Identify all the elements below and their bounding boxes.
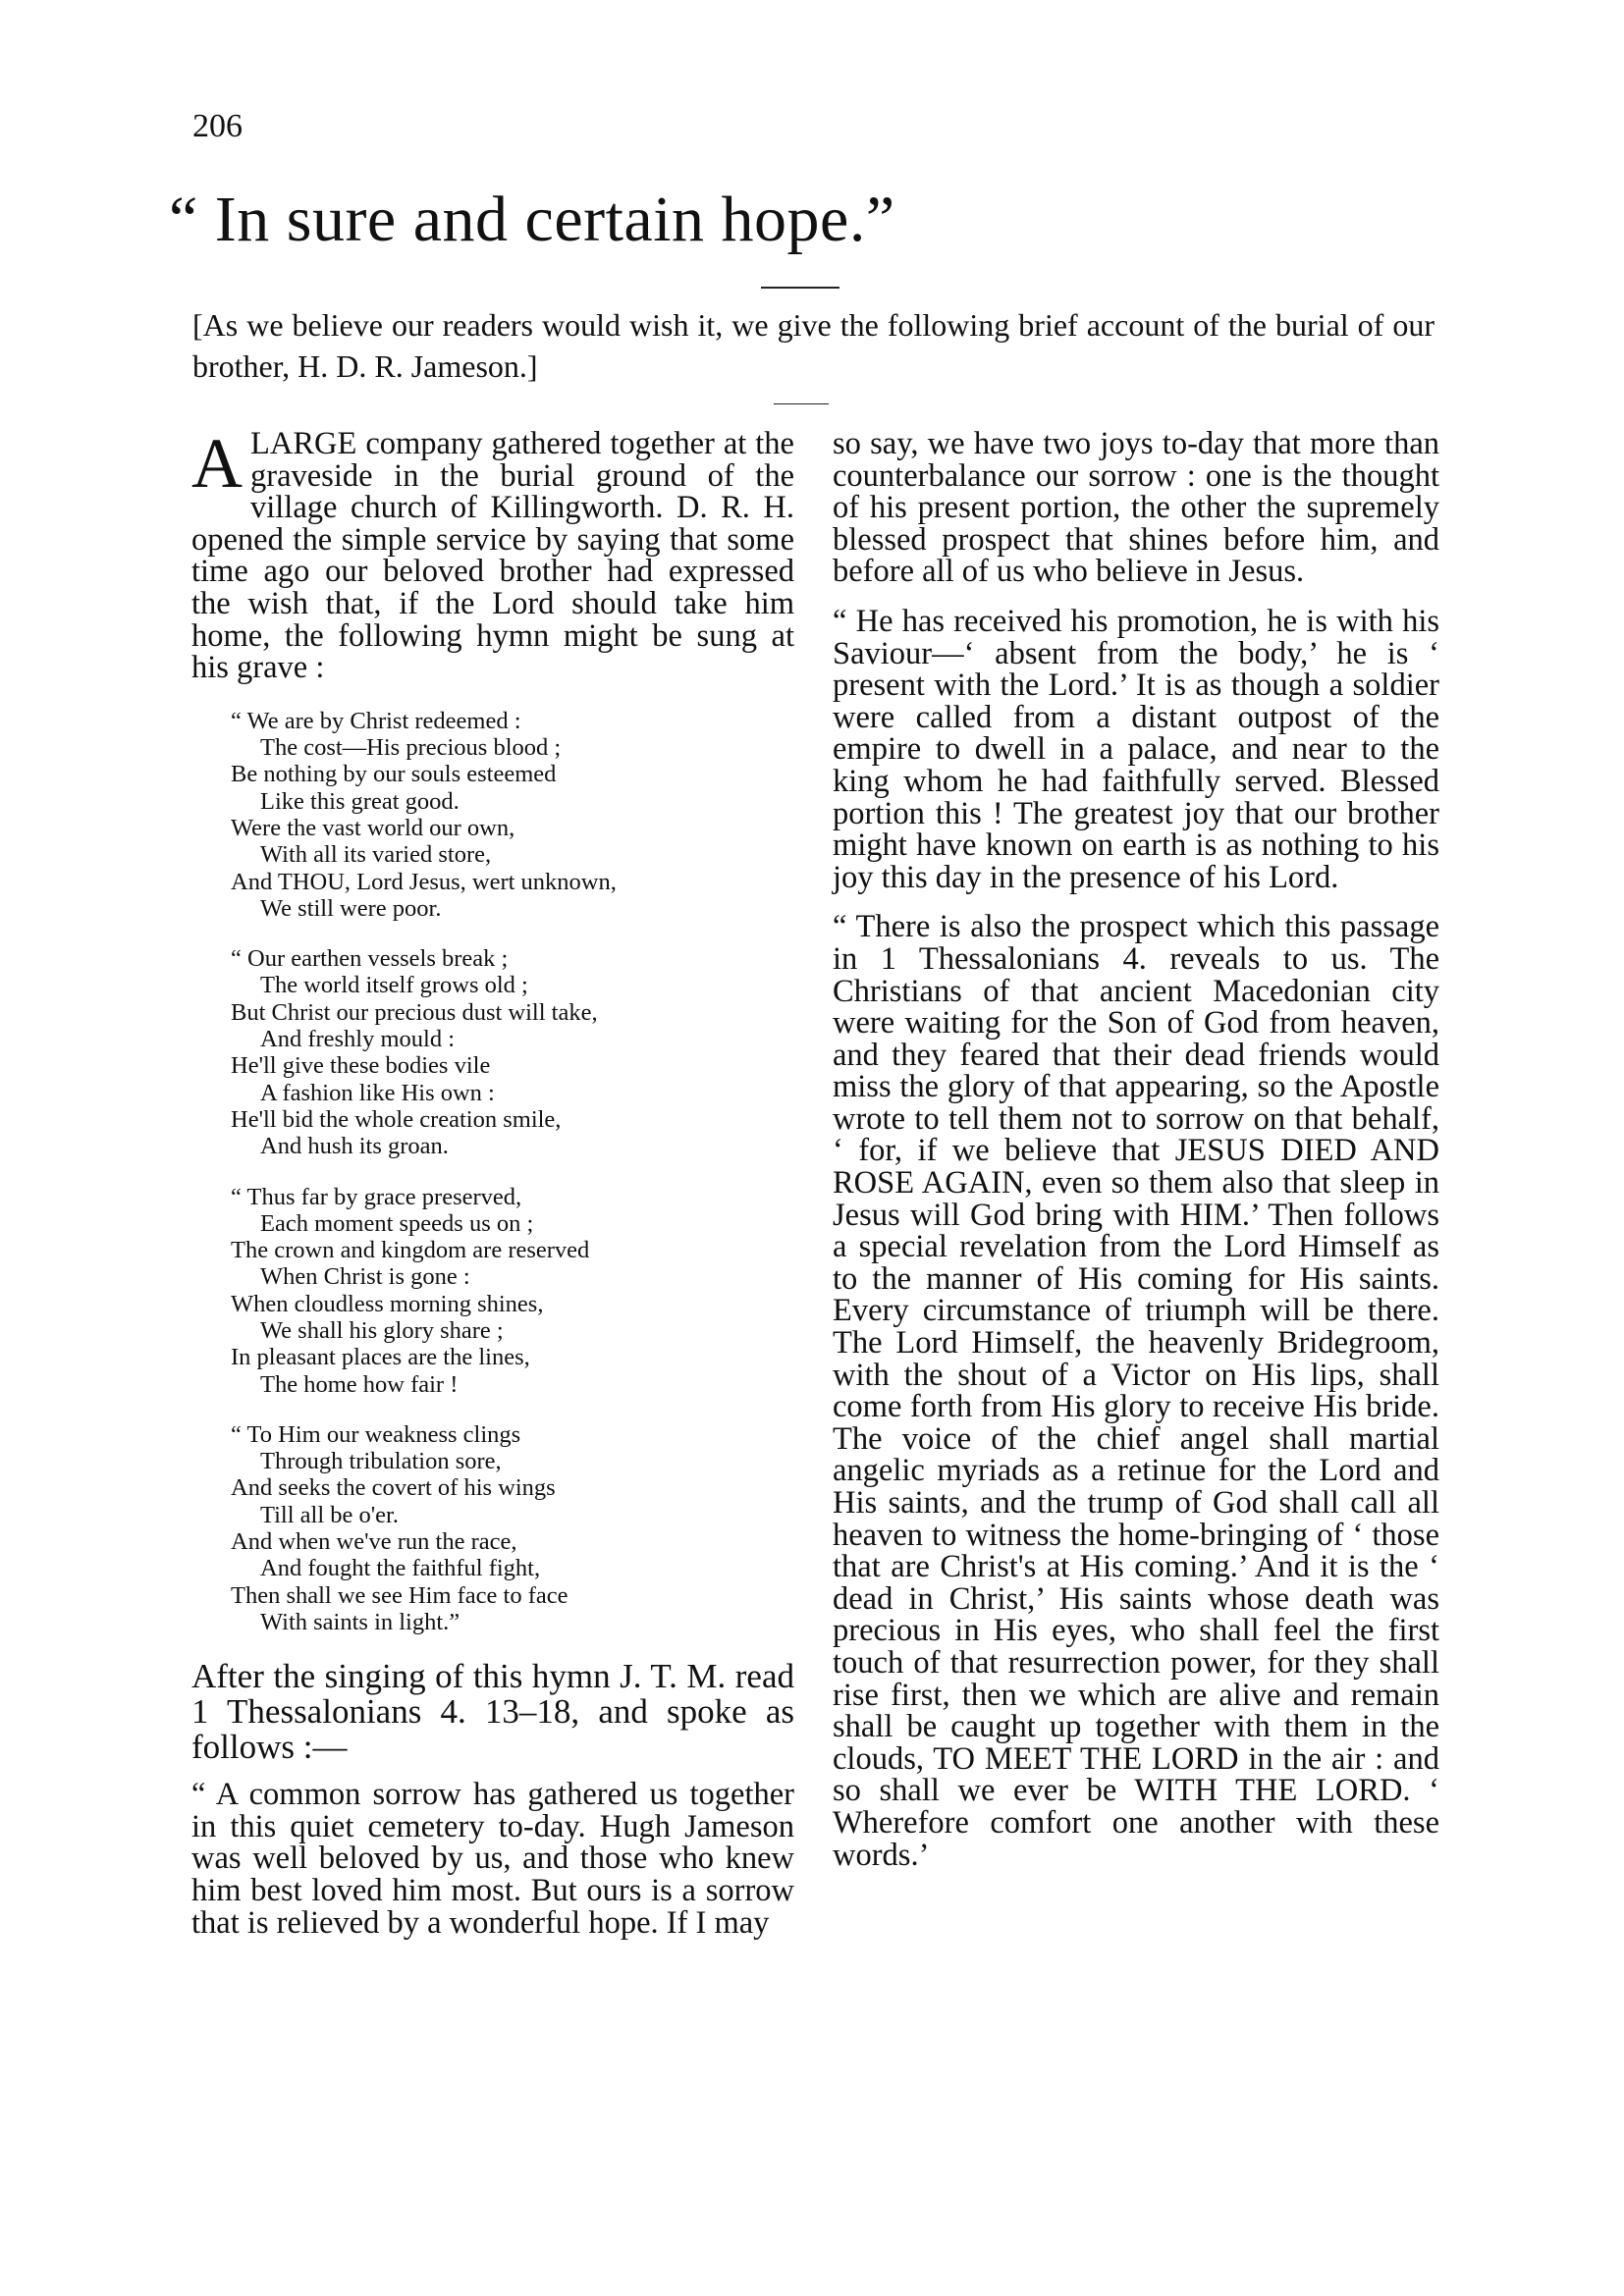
hymn-line: Like this great good.	[260, 787, 460, 815]
opening-text: LARGE company gathered together at the graveside in the burial ground of the village church of Killingworth. D. R. H. opened the simple service by saying that some time ago our beloved brother had expressed the wish that, if the Lord should take him home, the following hymn might be sung at his grave :	[191, 426, 794, 686]
hymn-line: A fashion like His own :	[260, 1079, 495, 1106]
hymn-line: And freshly mould :	[260, 1026, 456, 1053]
speech-paragraph: “ There is also the prospect which this passage in 1 Thessalonians 4. reveals to us. The Christians of that ancient Macedonian city were waiting for the Son of God from heaven, and they feared that their dead friends would miss the glory of that appearing, so the Apostle wrote to tell them not to sorrow on that behalf, ‘ for, if we believe that JESUS DIED AND ROSE AGAIN, even so them also that sleep in Jesus will God bring with HIM.’ Then follows a special revelation from the Lord Himself as to the manner of His coming for His saints. Every circumstance of triumph will be there. The Lord Himself, the heavenly Bridegroom, with the shout of a Victor on His lips, shall come forth from His glory to receive His bride. The voice of the chief angel shall martial angelic myriads as a retinue for the Lord and His saints, and the trump of God shall call all heaven to witness the home-bringing of ‘ those that are Christ's at His coming.’ And it is the ‘ dead in Christ,’ His saints whose death was precious in His eyes, who shall feel the first touch of that resurrection power, for they shall rise first, then we which are alive and remain shall be caught up together with them in the clouds, TO MEET THE LORD in the air : and so shall we ever be WITH THE LORD. ‘ Wherefore comfort one another with these words.’	[833, 909, 1439, 1873]
hymn-line: Through tribulation sore,	[260, 1448, 502, 1475]
right-column	[833, 428, 1439, 1871]
hymn-line: “ We are by Christ redeemed :	[231, 707, 521, 734]
hymn-line: The home how fair !	[260, 1370, 459, 1398]
hymn-line: “ Thus far by grace preserved,	[231, 1183, 522, 1210]
page-number: 206	[192, 108, 243, 144]
hymn-line: When Christ is gone :	[260, 1263, 470, 1291]
hymn-line: The cost—His precious blood ;	[260, 734, 562, 762]
drop-cap: A	[191, 424, 243, 503]
hymn-line: And hush its groan.	[260, 1133, 449, 1160]
speech-paragraph: so say, we have two joys to-day that more than counterbalance our sorrow : one is the thought of his present portion, the other the supremely blessed prospect that shines before him, and before all of us who believe in Jesus.	[833, 426, 1439, 590]
hymn-line: When cloudless morning shines,	[231, 1290, 544, 1317]
hymn-line: With saints in light.”	[260, 1608, 460, 1635]
opening-paragraph	[191, 424, 794, 686]
hymn-line: And when we've run the race,	[231, 1528, 517, 1556]
intro-note: [As we believe our readers would wish it, we give the following brief account of the burial of our brother, H. D. R. Jameson.]	[192, 307, 1435, 384]
hymn-line: Each moment speeds us on ;	[260, 1209, 534, 1237]
hymn-line: But Christ our precious dust will take,	[231, 998, 598, 1026]
hymn-line: He'll give these bodies vile	[231, 1052, 491, 1080]
hymn-stanza	[231, 945, 794, 1159]
hymn-stanza	[231, 1421, 794, 1635]
hymn-line: Be nothing by our souls esteemed	[231, 761, 557, 788]
hymn-line: And THOU, Lord Jesus, wert unknown,	[231, 868, 617, 895]
hymn	[231, 708, 794, 1636]
speech-paragraph: “ He has received his promotion, he is with his Saviour—‘ absent from the body,’ he is ‘ present with the Lord.’ It is as though a soldier were called from a distant outpost of the empire to dwell in a palace, and near to the king whom he had faithfully served. Blessed portion this ! The greatest joy that our brother might have known on earth is as nothing to his joy this day in the presence of his Lord.	[833, 603, 1439, 895]
hymn-stanza	[231, 708, 794, 922]
hymn-line: And fought the faithful fight,	[260, 1555, 541, 1582]
hymn-line: “ Our earthen vessels break ;	[231, 945, 509, 973]
hymn-line: We shall his glory share ;	[260, 1316, 504, 1344]
hymn-line: With all its varied store,	[260, 841, 492, 869]
hymn-line: Till all be o'er.	[260, 1501, 399, 1528]
hymn-line: The crown and kingdom are reserved	[231, 1237, 590, 1264]
hymn-line: Then shall we see Him face to face	[231, 1581, 568, 1609]
hymn-line: The world itself grows old ;	[260, 972, 528, 999]
hymn-line: Were the vast world our own,	[231, 814, 515, 841]
hymn-line: “ To Him our weakness clings	[231, 1420, 521, 1448]
hymn-line: In pleasant places are the lines,	[231, 1344, 530, 1371]
hymn-line: He'll bid the whole creation smile,	[231, 1105, 562, 1133]
hymn-stanza	[231, 1184, 794, 1398]
intro-divider	[774, 403, 829, 404]
hymn-line: And seeks the covert of his wings	[231, 1474, 556, 1502]
speech-paragraph: “ A common sorrow has gathered us together in this quiet cemetery to-day. Hugh Jameson was well beloved by us, and those who knew him best loved him most. But ours is a sorrow that is relieved by a wonderful hope. If I may	[191, 1777, 794, 1941]
hymn-line: We still were poor.	[260, 894, 442, 922]
title-divider	[761, 287, 839, 289]
article-title: “ In sure and certain hope.”	[169, 184, 895, 255]
after-hymn-paragraph: After the singing of this hymn J. T. M. read 1 Thessalonians 4. 13–18, and spoke as follows :—	[191, 1657, 794, 1767]
left-column	[191, 424, 794, 1941]
